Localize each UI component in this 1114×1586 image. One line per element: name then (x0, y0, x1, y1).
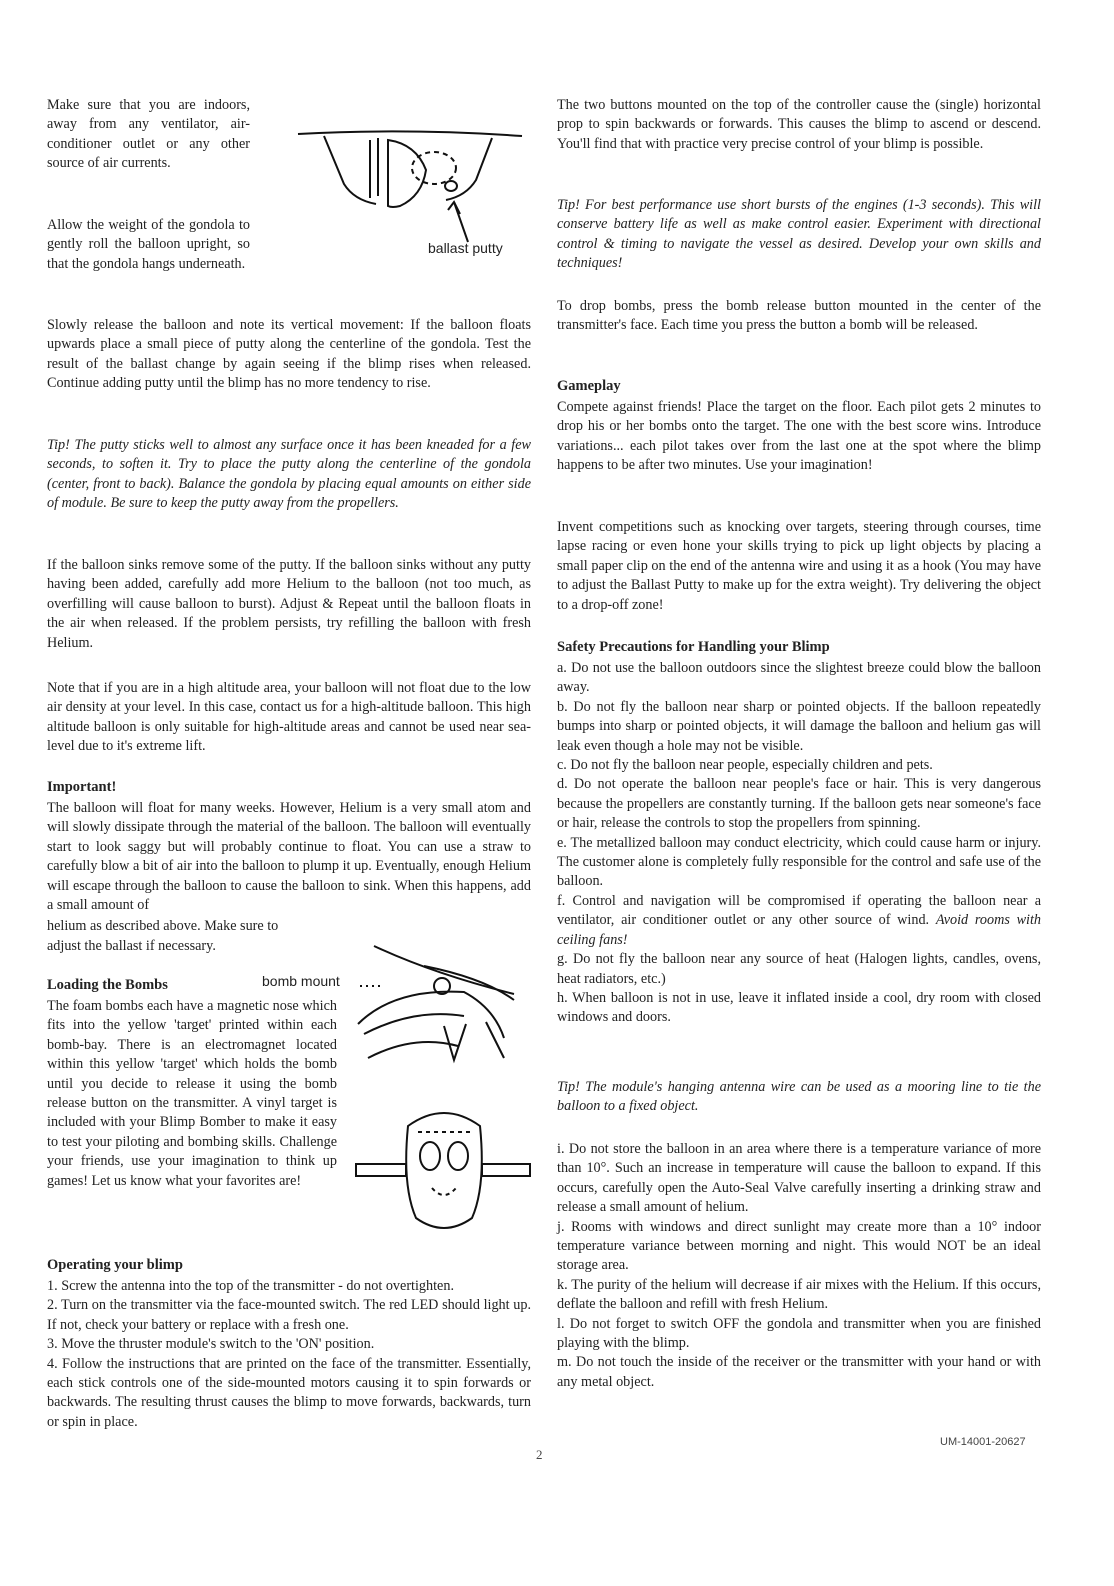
operating-list (47, 1277, 531, 1432)
buttons-paragraph: The two buttons mounted on the top of the controller cause the (single) horizontal prop to spin backwards or forwards. This causes the blimp to ascend or descend. You'll find that with practice very precise control of your blimp is possible. (557, 97, 1041, 152)
tip-engines: Tip! For best performance use short bursts of the engines (1-3 seconds). This will conserve battery life as well as make control easier. Experiment with directional control & timing to navigate the vessel as desired. Develop your own skills and techniques! (557, 197, 1041, 272)
tip-putty: Tip! The putty sticks well to almost any surface once it has been kneaded for a few seconds, to soften it. Try to place the putty along the centerline of the gondola (center, front to back). Balance the gondola by placing equal amounts on either side of module. Be sure to keep the putty away from the propellers. (47, 437, 531, 512)
safety-item: a. Do not use the balloon outdoors since the slightest breeze could blow the balloon away. (557, 660, 1041, 696)
storage-item: k. The purity of the helium will decrease if air mixes with the Helium. If this occurs, deflate the balloon and refill with fresh Helium. (557, 1276, 1041, 1313)
operating-item: 3. Move the thruster module's switch to the 'ON' position. (47, 1336, 375, 1353)
safety-list (557, 659, 1041, 1028)
bomb-mount-label: bomb mount (262, 973, 340, 989)
important-heading: Important! (47, 779, 117, 795)
safety-item: d. Do not operate the balloon near people's face or hair. This is very dangerous because the propellers are constantly turning. If the balloon gets near someone's face or hair, release the controls to stop the propellers from spinning. (557, 776, 1041, 832)
loading-bombs-paragraph: The foam bombs each have a magnetic nose which fits into the yellow 'target' printed within each bomb-bay. There is an electromagnet located within this yellow 'target' which holds the bomb until you decide to release it using the bomb release button on the transmitter. A vinyl target is included with your Blimp Bomber to make it easy to test your piloting and bombing skills. Challenge your friends, use your imagination to think up games! Let us know what your favorites are! (47, 998, 337, 1189)
intro-paragraph-2: Allow the weight of the gondola to gently roll the balloon upright, so that the gondola hangs underneath. (47, 217, 250, 272)
safety-item (557, 892, 1041, 950)
safety-item: b. Do not fly the balloon near sharp or pointed objects. If the balloon repeatedly bumps into sharp or pointed objects, it will damage the balloon and helium gas will leak even though a hole may not be visible. (557, 698, 1041, 754)
document-code: UM-14001-20627 (940, 1436, 1026, 1448)
operating-item: 2. Turn on the transmitter via the face-mounted switch. The red LED should light up. If not, check your battery or replace with a fresh one. (47, 1297, 531, 1333)
intro-paragraph-1: Make sure that you are indoors, away from any ventilator, air-conditioner outlet or any other source of air currents. (47, 97, 250, 172)
loading-bombs-heading: Loading the Bombs (47, 977, 168, 993)
safety-item-text: f. Control and navigation will be compromised if operating the balloon near a ventilator, air conditioner outlet or any other source of wind. (557, 892, 1041, 929)
storage-item: i. Do not store the balloon in an area where there is a temperature variance of more than 10°. Such an increase in temperature will cause the balloon to expand. If this occurs, carefully open the Auto-Seal Valve carefully inserting a drinking straw and release a small amount of helium. (557, 1141, 1041, 1216)
operating-heading: Operating your blimp (47, 1257, 183, 1273)
page-number: 2 (536, 1447, 543, 1462)
gameplay-paragraph: Compete against friends! Place the target on the floor. Each pilot gets 2 minutes to drop his or her bombs onto the target. The one with the best score wins. Introduce variations... each pilot takes over from the last one at the spot where the blimp happens to be after two minutes. Use your imagination! (557, 399, 1041, 474)
safety-item-italic: Avoid rooms with ceiling fans! (557, 912, 1042, 948)
storage-item: m. Do not touch the inside of the receiver or the transmitter with your hand or with any metal object. (557, 1354, 1041, 1390)
drop-bombs-paragraph: To drop bombs, press the bomb release button mounted in the center of the transmitter's face. Each time you press the button a bomb will be released. (557, 298, 1041, 334)
sinks-paragraph: If the balloon sinks remove some of the putty. If the balloon sinks without any putty having been added, carefully add more Helium to the balloon (not too much, as overfilling will cause balloon to burst). Adjust & Repeat until the balloon floats in the air when released. If the problem persists, try refilling the balloon with fresh Helium. (47, 557, 531, 651)
important-paragraph-tail-2: adjust the ballast if necessary. (47, 938, 216, 954)
bomb-mount-illustration (354, 938, 524, 1068)
operating-item: 4. Follow the instructions that are printed on the face of the transmitter. Essentially, each stick controls one of the side-mounted motors causing it to spin forwards or backwards. The resulting thrust causes the blimp to move forwards, backwards, turn or spin in place. (47, 1355, 531, 1430)
altitude-paragraph: Note that if you are in a high altitude area, your balloon will not float due to the low air density at your level. In this case, contact us for a high-altitude balloon. This high altitude balloon is only suitable for high-altitude areas and cannot be used near sea-level due to it's extreme lift. (47, 680, 531, 755)
safety-item: e. The metallized balloon may conduct electricity, which could cause harm or injury. The customer alone is completely fully responsible for the control and safe use of the balloon. (557, 834, 1041, 890)
invent-paragraph: Invent competitions such as knocking over targets, steering through courses, time lapse racing or even hone your skills trying to pick up light objects by placing a small paper clip on the end of the antenna wire and using it as a hook (You may have to adjust the Ballast Putty to make up for the extra weight). Try delivering the object to a drop-off zone! (557, 519, 1041, 613)
important-paragraph: The balloon will float for many weeks. However, Helium is a very small atom and will slowly dissipate through the material of the balloon. The balloon will eventually start to look saggy but will probably continue to float. You can use a straw to carefully blow a bit of air into the balloon to plump it up. Eventually, enough Helium will escape through the balloon to cause the balloon to sink. When this happens, add a small amount of (47, 800, 531, 914)
storage-item: l. Do not forget to switch OFF the gondola and transmitter when you are finished playing with the blimp. (557, 1315, 1041, 1352)
operating-item: 1. Screw the antenna into the top of the transmitter - do not overtighten. (47, 1278, 454, 1294)
safety-item: c. Do not fly the balloon near people, especially children and pets. (557, 757, 933, 774)
safety-item: h. When balloon is not in use, leave it inflated inside a cool, dry room with closed windows and doors. (557, 989, 1041, 1026)
release-paragraph: Slowly release the balloon and note its vertical movement: If the balloon floats upwards place a small piece of putty along the centerline of the gondola. Test the result of the ballast change by again seeing if the blimp rises when released. Continue adding putty until the blimp has no more tendency to rise. (47, 317, 531, 392)
important-paragraph-tail-1: helium as described above. Make sure to (47, 918, 279, 934)
bomb-target-illustration (354, 1106, 534, 1236)
safety-item: g. Do not fly the balloon near any source of heat (Halogen lights, candles, ovens, heat radiators, etc.) (557, 951, 1041, 987)
ballast-putty-label: ballast putty (428, 240, 503, 256)
storage-list (557, 1140, 1041, 1392)
gondola-ballast-illustration (296, 124, 526, 254)
storage-item: j. Rooms with windows and direct sunlight may create more than a 10° indoor temperature variance between morning and night. This would NOT be an ideal storage area. (557, 1218, 1041, 1274)
gameplay-heading: Gameplay (557, 378, 621, 394)
safety-heading: Safety Precautions for Handling your Blimp (557, 639, 830, 655)
tip-mooring: Tip! The module's hanging antenna wire can be used as a mooring line to tie the balloon to a fixed object. (557, 1079, 1041, 1115)
